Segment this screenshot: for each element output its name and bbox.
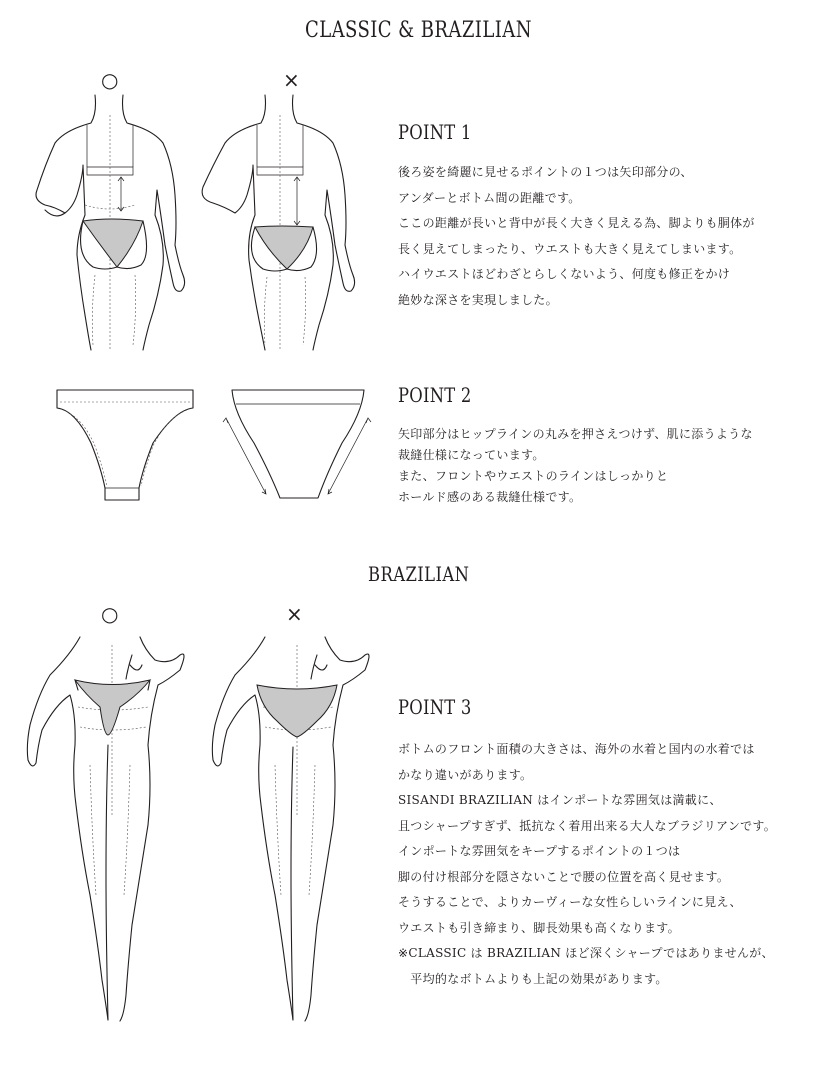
point-3-line: ボトムのフロント面積の大きさは、海外の水着と国内の水着では bbox=[398, 742, 755, 756]
point-1-text bbox=[398, 160, 755, 313]
bad-mark: × bbox=[286, 602, 303, 626]
point-2-line: また、フロントやウエストのラインはしっかりと bbox=[398, 469, 669, 483]
front-figure-good-illustration bbox=[20, 635, 200, 1025]
section-title-classic-brazilian: CLASSIC & BRAZILIAN bbox=[305, 18, 532, 43]
good-mark: ○ bbox=[101, 68, 119, 92]
point-1-line: 絶妙な深さを実現しました。 bbox=[398, 292, 558, 307]
point-3-line: 且つシャープすぎず、抵抗なく着用出来る大人なブラジリアンです。 bbox=[398, 818, 777, 833]
bottom-garment-inside-illustration bbox=[55, 388, 195, 503]
point-1-line: ハイウエストほどわざとらしくないよう、何度も修正をかけ bbox=[398, 267, 731, 281]
point-2-line: 裁縫仕様になっています。 bbox=[398, 448, 545, 462]
point-1-line: 後ろ姿を綺麗に見せるポイントの１つは矢印部分の、 bbox=[398, 165, 693, 179]
point-1-line: 長く見えてしまったり、ウエストも大きく見えてしまいます。 bbox=[398, 241, 742, 256]
point-3-line: SISANDI BRAZILIAN はインポートな雰囲気は満載に、 bbox=[398, 793, 722, 807]
point-3-line: インポートな雰囲気をキープするポイントの１つは bbox=[398, 844, 681, 858]
point-1-line: ここの距離が長いと背中が長く大きく見える為、脚よりも胴体が bbox=[398, 216, 755, 230]
back-figure-good-illustration bbox=[25, 95, 205, 350]
point-3-line: 脚の付け根部分を隠さないことで腰の位置を高く見せます。 bbox=[398, 869, 730, 884]
point-2-title: POINT 2 bbox=[398, 383, 472, 407]
section-title-brazilian: BRAZILIAN bbox=[368, 562, 470, 586]
bad-mark: × bbox=[283, 68, 300, 92]
point-3-line: ウエストも引き締まり、脚長効果も高くなります。 bbox=[398, 920, 680, 935]
point-2-line: 矢印部分はヒップラインの丸みを押さえつけず、肌に添うような bbox=[398, 427, 753, 441]
point-3-text bbox=[398, 737, 776, 992]
front-figure-bad-illustration bbox=[205, 635, 385, 1025]
bottom-garment-outside-illustration bbox=[222, 388, 372, 503]
good-mark: ○ bbox=[101, 602, 119, 626]
point-1-title: POINT 1 bbox=[398, 120, 472, 144]
point-3-line: 平均的なボトムよりも上記の効果があります。 bbox=[398, 971, 668, 986]
point-2-line: ホールド感のある裁縫仕様です。 bbox=[398, 490, 582, 504]
point-2-text bbox=[398, 424, 753, 508]
point-3-line: かなり違いがあります。 bbox=[398, 767, 533, 782]
back-figure-bad-illustration bbox=[195, 95, 375, 350]
point-3-title: POINT 3 bbox=[398, 695, 472, 719]
point-3-line: そうすることで、よりカーヴィーな女性らしいラインに見え、 bbox=[398, 895, 742, 909]
point-3-line: ※CLASSIC は BRAZILIAN ほど深くシャープではありませんが、 bbox=[398, 946, 774, 960]
point-1-line: アンダーとボトム間の距離です。 bbox=[398, 190, 581, 205]
